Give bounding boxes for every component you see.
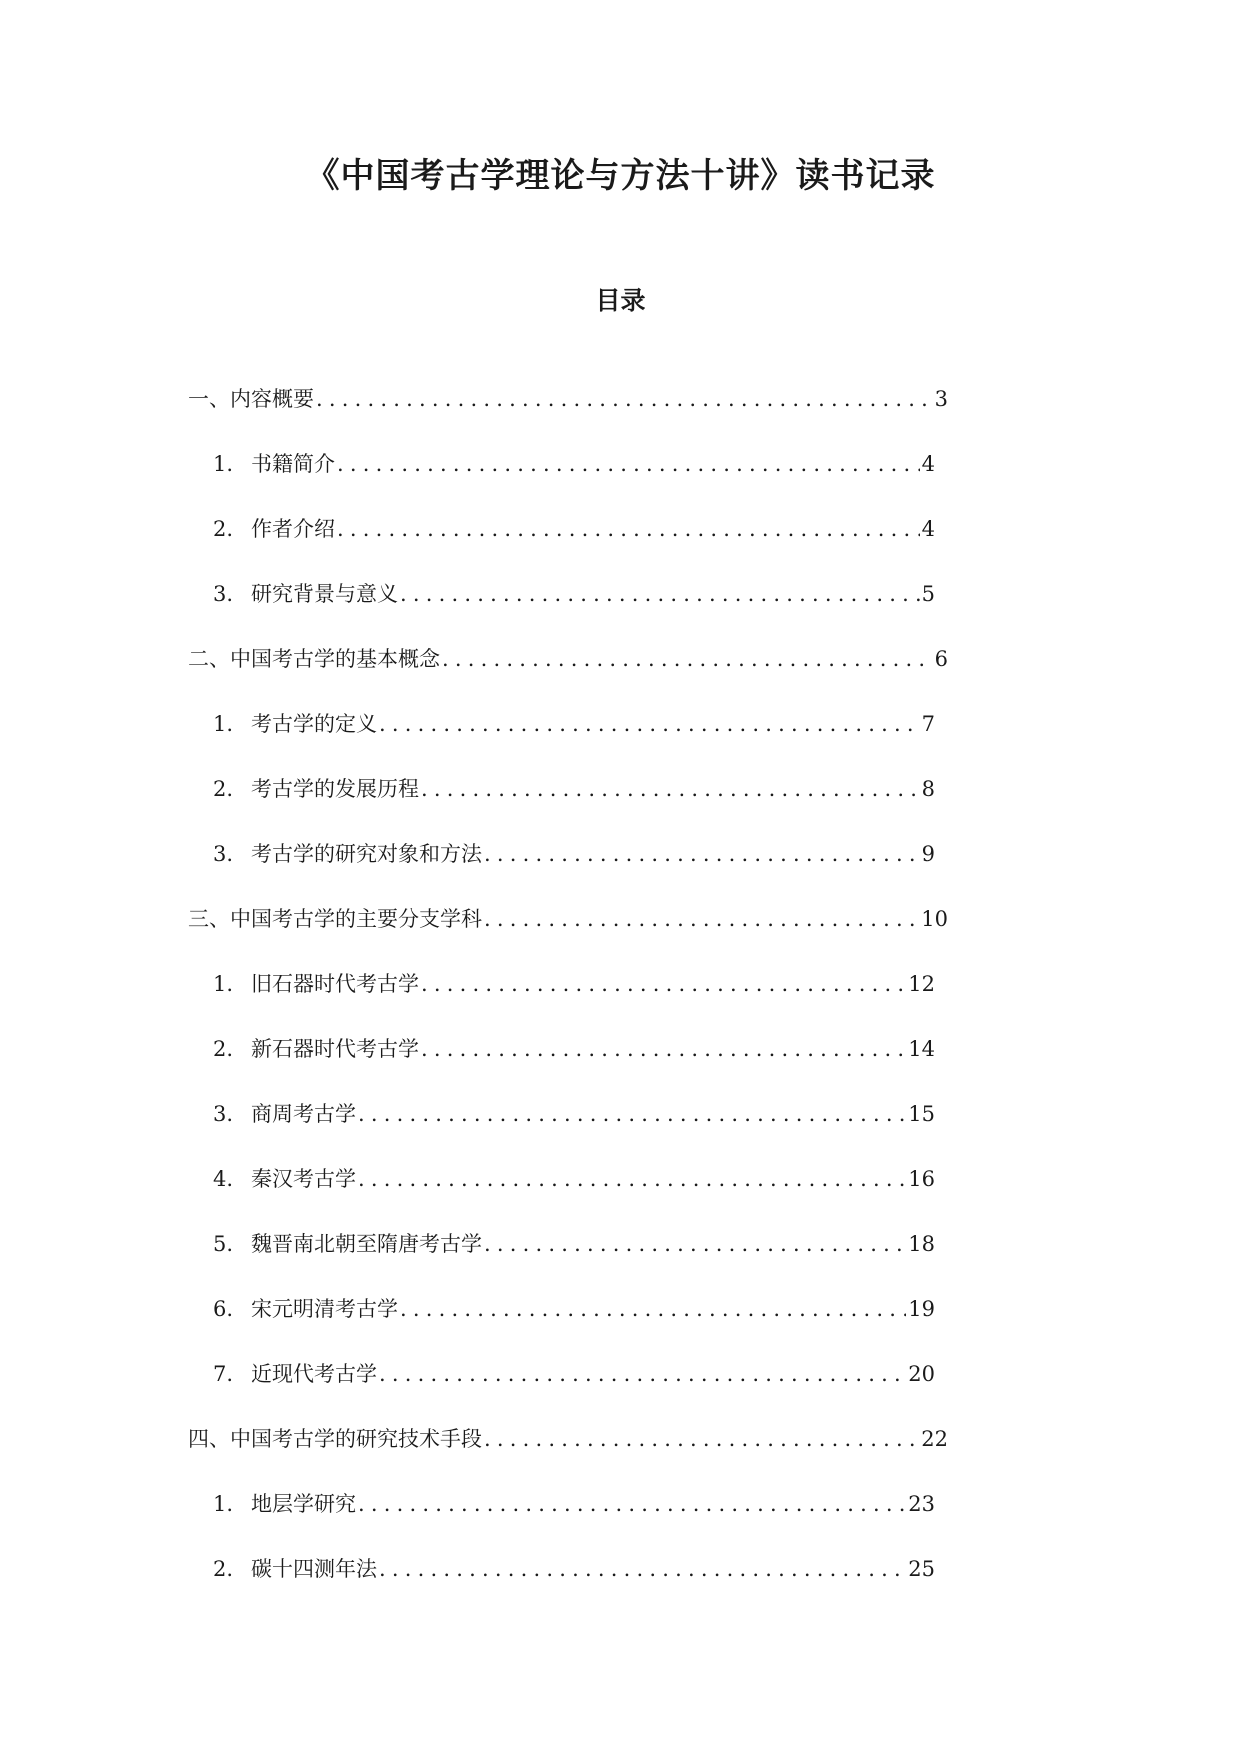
toc-entry-number: 4. bbox=[213, 1167, 234, 1191]
toc-entry-page-number: 19 bbox=[908, 1297, 935, 1321]
toc-entry-number: 1. bbox=[213, 972, 234, 996]
toc-entry-page-number: 9 bbox=[921, 842, 935, 866]
dot-leader bbox=[421, 1034, 906, 1064]
toc-heading: 目录 bbox=[595, 286, 646, 315]
toc-entry-page-number: 7 bbox=[921, 712, 935, 736]
toc-entry-page-number: 25 bbox=[908, 1557, 935, 1581]
toc-subsection-entry[interactable] bbox=[213, 514, 935, 579]
dot-leader bbox=[379, 709, 920, 739]
toc-entry-page-number: 3 bbox=[934, 387, 948, 411]
toc-entry-number: 6. bbox=[213, 1297, 234, 1321]
dot-leader bbox=[316, 384, 933, 414]
toc-entry-page-number: 12 bbox=[908, 972, 935, 996]
toc-entry-page-number: 15 bbox=[908, 1102, 935, 1126]
toc-subsection-entry[interactable] bbox=[213, 1489, 935, 1554]
toc-subsection-entry[interactable] bbox=[213, 1554, 935, 1619]
dot-leader bbox=[337, 514, 920, 544]
toc-entry-page-number: 20 bbox=[908, 1362, 935, 1386]
toc-section-entry[interactable] bbox=[188, 1424, 948, 1489]
dot-leader bbox=[484, 1424, 919, 1454]
toc-subsection-entry[interactable] bbox=[213, 1164, 935, 1229]
toc-entry-page-number: 22 bbox=[921, 1427, 948, 1451]
toc-section-entry[interactable] bbox=[188, 384, 948, 449]
toc-entry-label: 秦汉考古学 bbox=[251, 1167, 356, 1191]
document-title: 《中国考古学理论与方法十讲》读书记录 bbox=[305, 156, 936, 196]
toc-entry-label: 书籍简介 bbox=[251, 452, 335, 476]
toc-entry-number: 2. bbox=[213, 777, 234, 801]
dot-leader bbox=[400, 1294, 906, 1324]
toc-entry-number: 2. bbox=[213, 1037, 234, 1061]
dot-leader bbox=[484, 839, 920, 869]
toc-entry-label: 新石器时代考古学 bbox=[251, 1037, 419, 1061]
dot-leader bbox=[358, 1099, 906, 1129]
toc-subsection-entry[interactable] bbox=[213, 1099, 935, 1164]
toc-entry-label: 四、中国考古学的研究技术手段 bbox=[188, 1427, 482, 1451]
toc-entry-page-number: 5 bbox=[921, 582, 935, 606]
toc-entry-page-number: 4 bbox=[921, 452, 935, 476]
dot-leader bbox=[421, 774, 920, 804]
toc-entry-label: 一、内容概要 bbox=[188, 387, 314, 411]
toc-entry-label: 研究背景与意义 bbox=[251, 582, 398, 606]
dot-leader bbox=[484, 1229, 906, 1259]
toc-entry-number: 1. bbox=[213, 452, 234, 476]
toc-entry-label: 商周考古学 bbox=[251, 1102, 356, 1126]
dot-leader bbox=[484, 904, 919, 934]
toc-entry-label: 考古学的发展历程 bbox=[251, 777, 419, 801]
toc-subsection-entry[interactable] bbox=[213, 774, 935, 839]
dot-leader bbox=[379, 1554, 906, 1584]
toc-entry-label: 近现代考古学 bbox=[251, 1362, 377, 1386]
toc-entry-page-number: 4 bbox=[921, 517, 935, 541]
dot-leader bbox=[379, 1359, 906, 1389]
toc-subsection-entry[interactable] bbox=[213, 579, 935, 644]
toc-entry-number: 2. bbox=[213, 517, 234, 541]
toc-entry-page-number: 23 bbox=[908, 1492, 935, 1516]
toc-subsection-entry[interactable] bbox=[213, 1359, 935, 1424]
toc-entry-number: 7. bbox=[213, 1362, 234, 1386]
toc-entry-label: 考古学的研究对象和方法 bbox=[251, 842, 482, 866]
toc-section-entry[interactable] bbox=[188, 904, 948, 969]
dot-leader bbox=[358, 1164, 906, 1194]
toc-entry-number: 3. bbox=[213, 842, 234, 866]
toc-subsection-entry[interactable] bbox=[213, 1034, 935, 1099]
toc-entry-page-number: 16 bbox=[908, 1167, 935, 1191]
toc-subsection-entry[interactable] bbox=[213, 969, 935, 1034]
toc-subsection-entry[interactable] bbox=[213, 709, 935, 774]
toc-section-entry[interactable] bbox=[188, 644, 948, 709]
toc-entry-number: 2. bbox=[213, 1557, 234, 1581]
toc-entry-number: 1. bbox=[213, 712, 234, 736]
toc-entry-label: 二、中国考古学的基本概念 bbox=[188, 647, 440, 671]
toc-entry-number: 5. bbox=[213, 1232, 234, 1256]
toc-subsection-entry[interactable] bbox=[213, 839, 935, 904]
toc-subsection-entry[interactable] bbox=[213, 449, 935, 514]
toc-entry-number: 3. bbox=[213, 582, 234, 606]
toc-entry-number: 3. bbox=[213, 1102, 234, 1126]
toc-entry-page-number: 8 bbox=[921, 777, 935, 801]
toc-entry-label: 宋元明清考古学 bbox=[251, 1297, 398, 1321]
toc-entry-number: 1. bbox=[213, 1492, 234, 1516]
toc-entry-label: 碳十四测年法 bbox=[251, 1557, 377, 1581]
table-of-contents bbox=[0, 384, 1241, 1619]
toc-entry-label: 作者介绍 bbox=[251, 517, 335, 541]
toc-entry-label: 三、中国考古学的主要分支学科 bbox=[188, 907, 482, 931]
dot-leader bbox=[421, 969, 906, 999]
toc-subsection-entry[interactable] bbox=[213, 1229, 935, 1294]
toc-entry-label: 旧石器时代考古学 bbox=[251, 972, 419, 996]
toc-entry-page-number: 18 bbox=[908, 1232, 935, 1256]
toc-entry-label: 考古学的定义 bbox=[251, 712, 377, 736]
dot-leader bbox=[358, 1489, 906, 1519]
toc-entry-page-number: 6 bbox=[934, 647, 948, 671]
toc-entry-page-number: 10 bbox=[921, 907, 948, 931]
dot-leader bbox=[337, 449, 920, 479]
toc-entry-page-number: 14 bbox=[908, 1037, 935, 1061]
toc-entry-label: 魏晋南北朝至隋唐考古学 bbox=[251, 1232, 482, 1256]
toc-subsection-entry[interactable] bbox=[213, 1294, 935, 1359]
toc-entry-label: 地层学研究 bbox=[251, 1492, 356, 1516]
dot-leader bbox=[442, 644, 933, 674]
dot-leader bbox=[400, 579, 920, 609]
